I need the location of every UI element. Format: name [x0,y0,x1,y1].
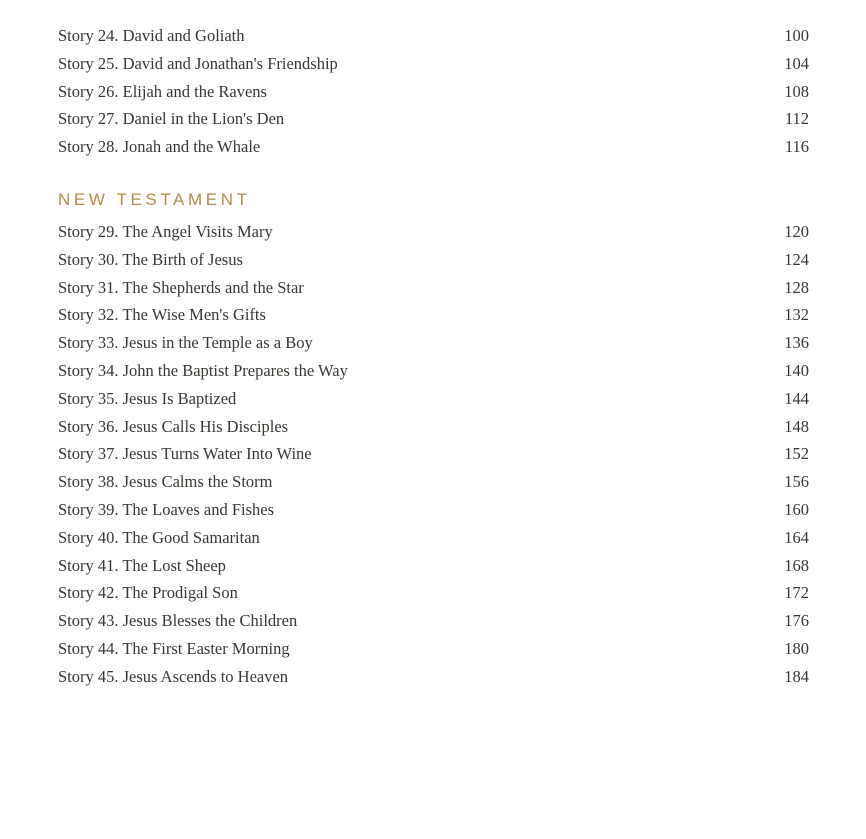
toc-entry-title: Story 42. The Prodigal Son [58,583,238,603]
toc-entry-page: 172 [784,583,809,603]
toc-entry[interactable] [58,440,809,468]
toc-entry-title: Story 36. Jesus Calls His Disciples [58,416,289,436]
toc-entry-title: Story 40. The Good Samaritan [58,527,260,547]
toc-entry-title: Story 38. Jesus Calms the Storm [58,472,273,492]
toc-entry-page: 116 [784,137,809,157]
toc-entry-page: 168 [784,555,809,575]
toc-entry[interactable] [58,78,809,106]
toc-entry[interactable] [58,218,809,246]
table-of-contents [58,22,809,691]
toc-entry-title: Story 32. The Wise Men's Gifts [58,305,266,325]
toc-entry-title: Story 30. The Birth of Jesus [58,249,243,269]
toc-entry[interactable] [58,105,809,133]
toc-entry-title: Story 26. Elijah and the Ravens [58,81,267,101]
toc-entry[interactable] [58,385,809,413]
toc-entry-title: Story 43. Jesus Blesses the Children [58,611,298,631]
toc-entry-page: 152 [784,444,809,464]
toc-entry[interactable] [58,274,809,302]
toc-entry-page: 180 [784,638,809,658]
toc-entry-page: 108 [784,81,809,101]
toc-entry-page: 128 [784,277,809,297]
toc-entry-title: Story 45. Jesus Ascends to Heaven [58,666,289,686]
toc-entry-page: 184 [784,666,809,686]
new-testament-list [58,218,809,691]
toc-entry-page: 148 [784,416,809,436]
toc-entry-page: 176 [784,611,809,631]
toc-entry[interactable] [58,246,809,274]
toc-entry-page: 104 [784,53,809,73]
toc-entry-page: 100 [784,26,809,45]
toc-entry[interactable] [58,607,809,635]
toc-entry-title: Story 31. The Shepherds and the Star [58,277,304,297]
toc-entry[interactable] [58,552,809,580]
toc-entry-page: 164 [784,527,809,547]
toc-entry-title: Story 27. Daniel in the Lion's Den [58,109,285,129]
toc-entry-title: Story 28. Jonah and the Whale [58,137,261,157]
toc-entry[interactable] [58,524,809,552]
toc-entry-title: Story 41. The Lost Sheep [58,555,226,575]
toc-entry-title: Story 34. John the Baptist Prepares the Way [58,360,348,380]
toc-entry-page: 132 [784,305,809,325]
toc-entry-title: Story 37. Jesus Turns Water Into Wine [58,444,312,464]
toc-entry[interactable] [58,663,809,691]
toc-entry[interactable] [58,22,809,50]
toc-entry-title: Story 29. The Angel Visits Mary [58,221,273,241]
toc-entry-title: Story 39. The Loaves and Fishes [58,499,275,519]
toc-entry[interactable] [58,357,809,385]
toc-entry-page: 112 [784,109,809,129]
toc-entry[interactable] [58,50,809,78]
toc-entry-page: 136 [784,333,809,353]
toc-entry[interactable] [58,496,809,524]
toc-entry-page: 120 [784,221,809,241]
toc-entry[interactable] [58,579,809,607]
section-heading-new-testament: NEW TESTAMENT [58,189,251,209]
toc-entry-title: Story 35. Jesus Is Baptized [58,388,237,408]
toc-entry-title: Story 25. David and Jonathan's Friendship [58,53,338,73]
toc-entry-title: Story 44. The First Easter Morning [58,638,290,658]
toc-entry-page: 160 [784,499,809,519]
toc-entry[interactable] [58,301,809,329]
old-testament-list [58,22,809,161]
toc-entry[interactable] [58,635,809,663]
toc-entry-title: Story 24. David and Goliath [58,26,245,45]
toc-entry[interactable] [58,413,809,441]
toc-entry-page: 124 [784,249,809,269]
toc-entry-page: 140 [784,360,809,380]
toc-entry-title: Story 33. Jesus in the Temple as a Boy [58,333,313,353]
toc-entry[interactable] [58,329,809,357]
toc-entry[interactable] [58,133,809,161]
toc-entry-page: 156 [784,472,809,492]
toc-entry-page: 144 [784,388,809,408]
toc-entry[interactable] [58,468,809,496]
